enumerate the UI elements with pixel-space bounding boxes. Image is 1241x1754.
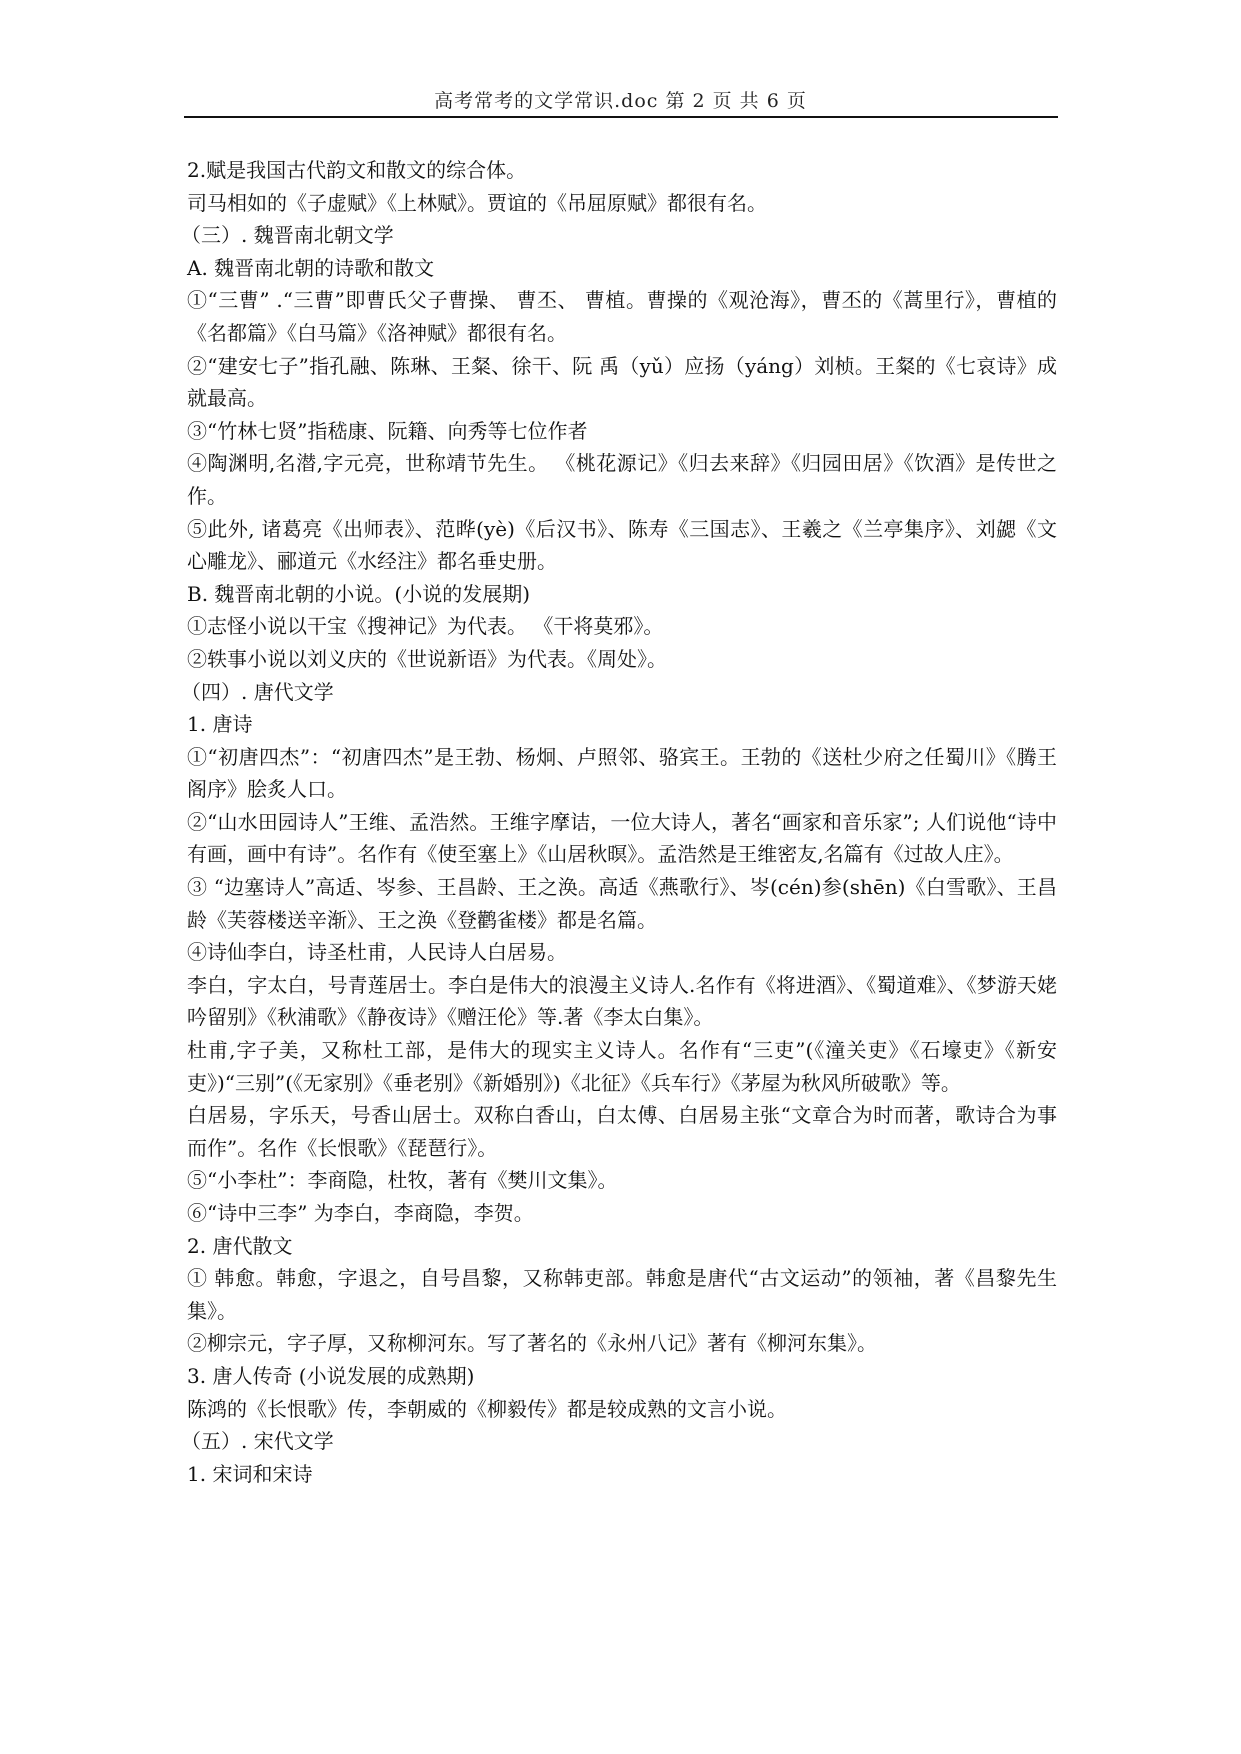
paragraph: ⑤“小李杜”：李商隐，杜牧，著有《樊川文集》。 [187,1168,618,1193]
paragraph: 陈鸿的《长恨歌》传，李朝威的《柳毅传》都是较成熟的文言小说。 [187,1396,787,1421]
paragraph: 2.赋是我国古代韵文和散文的综合体。 [187,158,527,182]
subsection-heading: 3. 唐人传奇 (小说发展的成熟期) [187,1363,475,1388]
header-rule [184,116,1058,118]
paragraph: ②柳宗元，字子厚，又称柳河东。写了著名的《永州八记》著有《柳河东集》。 [187,1331,877,1356]
subsection-heading: 1. 唐诗 [187,712,253,737]
paragraph: ③ “边塞诗人”高适、岑参、王昌龄、王之涣。高适《燕歌行》、岑(cén)参(shēn)《白雪歌》、王昌龄《芙蓉楼送辛渐》、王之涣《登鹳雀楼》都是名篇。 [187,875,1057,932]
paragraph: 李白，字太白，号青莲居士。李白是伟大的浪漫主义诗人.名作有《将进酒》、《蜀道难》、《梦游天姥吟留别》《秋浦歌》《静夜诗》《赠汪伦》等.著《李太白集》。 [187,972,1057,1030]
paragraph: ②“建安七子”指孔融、陈琳、王粲、徐干、阮 禹（yǔ）应扬（yáng）刘桢。王粲的《七哀诗》成就最高。 [187,353,1057,411]
section-heading: （三）. 魏晋南北朝文学 [181,223,394,248]
subsection-heading: B. 魏晋南北朝的小说。(小说的发展期) [187,581,531,606]
paragraph: ⑤此外, 诸葛亮《出师表》、范晔(yè)《后汉书》、陈寿《三国志》、王羲之《兰亭集序》、刘勰《文心雕龙》、郦道元《水经注》都名垂史册。 [187,516,1057,574]
paragraph: 白居易，字乐天，号香山居士。双称白香山，白太傅、白居易主张“文章合为时而著，歌诗合为事而作”。名作《长恨歌》《琵琶行》。 [187,1103,1057,1160]
section-heading: （四）. 唐代文学 [181,679,334,704]
page-header: 高考常考的文学常识.doc 第 2 页 共 6 页 [434,90,807,112]
section-heading: （五）. 宋代文学 [181,1429,334,1454]
paragraph: ②轶事小说以刘义庆的《世说新语》为代表。《周处》。 [187,646,667,671]
paragraph: ⑥“诗中三李” 为李白，李商隐，李贺。 [187,1201,534,1225]
paragraph: ① 韩愈。韩愈，字退之，自号昌黎，又称韩吏部。韩愈是唐代“古文运动”的领袖，著《昌黎先生集》。 [187,1266,1057,1323]
paragraph: ④诗仙李白，诗圣杜甫，人民诗人白居易。 [187,940,567,965]
subsection-heading: A. 魏晋南北朝的诗歌和散文 [187,255,435,280]
paragraph: ③“竹林七贤”指嵇康、阮籍、向秀等七位作者 [187,418,588,443]
paragraph: ④陶渊明,名潜,字元亮，世称靖节先生。 《桃花源记》《归去来辞》《归园田居》《饮酒》是传世之作。 [187,451,1057,508]
subsection-heading: 1. 宋词和宋诗 [187,1461,313,1486]
subsection-heading: 2. 唐代散文 [187,1233,293,1258]
paragraph: ②“山水田园诗人”王维、孟浩然。王维字摩诘，一位大诗人，著名“画家和音乐家”; 人们说他“诗中有画，画中有诗”。名作有《使至塞上》《山居秋暝》。孟浩然是王维密友,名篇有《过故人庄》。 [187,809,1057,867]
paragraph: 司马相如的《子虚赋》《上林赋》。贾谊的《吊屈原赋》都很有名。 [187,190,767,215]
paragraph: ①“初唐四杰”：“初唐四杰”是王勃、杨炯、卢照邻、骆宾王。王勃的《送杜少府之任蜀川》《腾王阁序》脍炙人口。 [187,744,1057,802]
document-body [181,154,1057,1490]
paragraph: 杜甫,字子美，又称杜工部，是伟大的现实主义诗人。名作有“三吏”(《潼关吏》《石壕吏》《新安吏》)“三别”(《无家别》《垂老别》《新婚别》)《北征》《兵车行》《茅屋为秋风所破歌》等。 [187,1038,1057,1095]
paragraph: ①志怪小说以干宝《搜神记》为代表。 《干将莫邪》。 [187,614,664,639]
paragraph: ①“三曹” .“三曹”即曹氏父子曹操、 曹丕、 曹植。曹操的《观沧海》，曹丕的《蒿里行》，曹植的《名都篇》《白马篇》《洛神赋》都很有名。 [187,288,1057,345]
